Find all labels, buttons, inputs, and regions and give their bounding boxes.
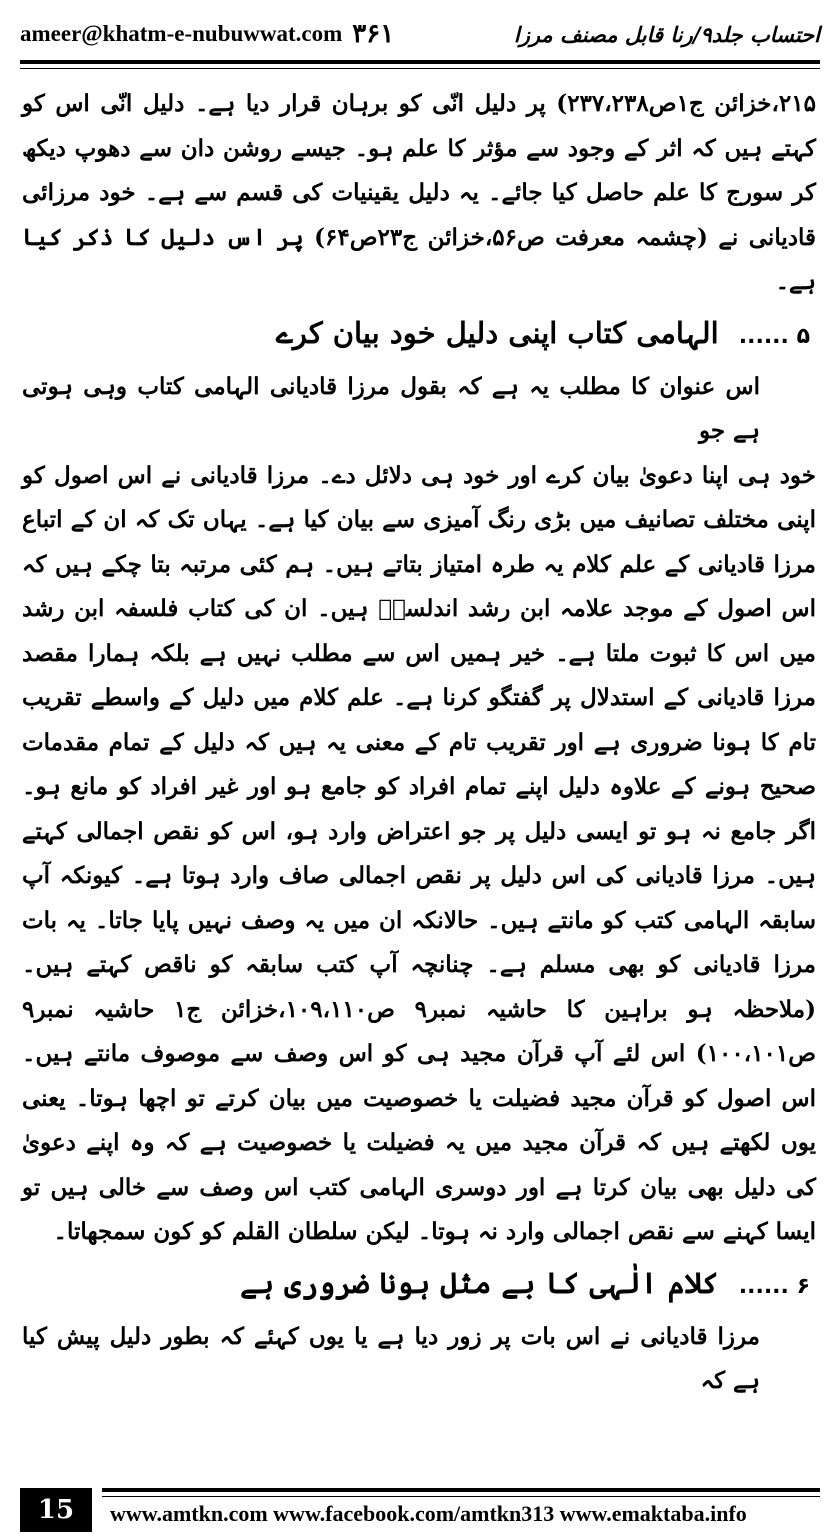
footer-links[interactable]: www.amtkn.com www.facebook.com/amtkn313 www.emaktaba.info	[110, 1501, 747, 1526]
paragraph-2-first-line: اس عنوان کا مطلب یہ ہے کہ بقول مرزا قادیانی الہامی کتاب وہی ہوتی ہے جو	[22, 372, 760, 444]
heading-6-text: کلام الٰہی کا بے مثل ہونا ضروری ہے	[240, 1265, 719, 1300]
footer-page-badge: 15	[20, 1488, 92, 1532]
page-content	[22, 82, 816, 1404]
header-email[interactable]: ameer@khatm-e-nubuwwat.com	[20, 21, 343, 46]
page-number: ۳۶۱	[352, 19, 395, 49]
paragraph-3: مرزا قادیانی نے اس بات پر زور دیا ہے یا یوں کہئے کہ بطور دلیل پیش کیا ہے کہ	[22, 1322, 760, 1394]
paragraph-1: ۲۱۵،خزائن ج۱ص۲۳۷،۲۳۸) پر دلیل انّی کو برہان قرار دیا ہے۔ دلیل انّی اس کو کہتے ہیں کہ اثر کے وجود سے مؤثر کا علم ہو۔ جیسے روشن دان سے دھوپ دیکھ کر سورج کا علم حاصل کیا جائے۔ یہ دلیل یقینیات کی قسم سے ہے۔ خود مرزائی قادیانی نے (چشمہ معرفت ص۵۶،خزائن ج۲۳ص۶۴) پر اس دلیل کا ذکر کیا ہے۔	[22, 90, 816, 295]
footer-rule-thick	[102, 1488, 820, 1492]
footer-rule-thin	[102, 1496, 820, 1497]
header-left	[20, 19, 394, 49]
heading-5-number: ۵ ......	[738, 323, 810, 349]
paragraph-2-body: خود ہی اپنا دعویٰ بیان کرے اور خود ہی دلائل دے۔ مرزا قادیانی نے اس اصول کو اپنی مختلف تصانیف میں بڑی رنگ آمیزی سے بیان کیا ہے۔ یہاں تک کہ ان کے اتباع مرزا قادیانی کے علم کلام یہ طرہ امتیاز بتاتے ہیں۔ ہم کئی مرتبہ بتا چکے ہیں کہ اس اصول کے موجد علامہ ابن رشد اندلسیؒ ہیں۔ ان کی کتاب فلسفہ ابن رشد میں اس کا ثبوت ملتا ہے۔ خیر ہمیں اس سے مطلب نہیں ہے بلکہ ہمارا مقصد مرزا قادیانی کے استدلال پر گفتگو کرنا ہے۔ علم کلام میں دلیل کے واسطے تقریب تام کا ہونا ضروری ہے اور تقریب تام کے معنی یہ ہیں کہ دلیل کے تمام مقدمات صحیح ہونے کے علاوہ دلیل اپنے تمام افراد کو جامع ہو اور غیر افراد کو مانع ہو۔ اگر جامع نہ ہو تو ایسی دلیل پر جو اعتراض وارد ہو، اس کو نقص اجمالی کہتے ہیں۔ مرزا قادیانی کی اس دلیل پر نقص اجمالی صاف وارد ہوتا ہے۔ کیونکہ آپ سابقہ الہامی کتب کو مانتے ہیں۔ حالانکہ ان میں یہ وصف نہیں پایا جاتا۔ یہ بات مرزا قادیانی کو بھی مسلم ہے۔ چنانچہ آپ کتب سابقہ کو ناقص کہتے ہیں۔ (ملاحظہ ہو براہین کا حاشیہ نمبر۹ ص۱۰۹،۱۱۰،خزائن ج۱ حاشیہ نمبر۹ ص۱۰۰،۱۰۱) اس لئے آپ قرآن مجید ہی کو اس وصف سے موصوف مانتے ہیں۔ اس اصول کو قرآن مجید فضیلت یا خصوصیت میں بیان کرتے تو اچھا ہوتا۔ یعنی یوں لکھتے ہیں کہ قرآن مجید میں یہ فضیلت یا خصوصیت ہے کہ وہ اپنے دعویٰ کی دلیل بھی بیان کرتا ہے اور دوسری الہامی کتب اس وصف سے خالی ہیں تو ایسا کہنے سے نقص اجمالی وارد نہ ہوتا۔ لیکن سلطان القلم کو کون سمجھاتا۔	[22, 461, 816, 1245]
book-title: احتساب جلد۹/رنا قابل مصنف مرزا	[513, 21, 820, 47]
header-rule-thick	[20, 60, 820, 64]
heading-5-text: الہامی کتاب اپنی دلیل خود بیان کرے	[275, 315, 719, 350]
header-rule-thin	[20, 68, 820, 69]
page-footer	[20, 1488, 820, 1532]
section-heading-6	[22, 1255, 816, 1315]
section-heading-5	[22, 305, 816, 365]
page-header	[20, 14, 820, 54]
heading-6-number: ۶ ......	[738, 1273, 810, 1299]
